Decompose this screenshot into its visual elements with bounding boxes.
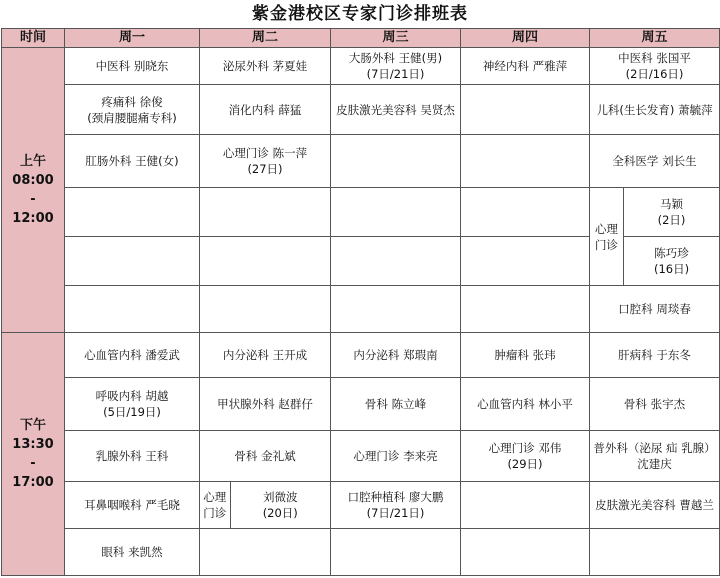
schedule-cell: 普外科（泌尿 疝 乳腺） 沈建庆 — [590, 431, 720, 482]
schedule-cell: 马颖 (2日) — [624, 188, 720, 237]
schedule-cell — [65, 237, 200, 286]
schedule-cell: 肝病科 于东冬 — [590, 333, 720, 378]
schedule-cell: 儿科(生长发育) 萧毓萍 — [590, 85, 720, 135]
schedule-cell: 肿瘤科 张玮 — [461, 333, 590, 378]
header-thursday: 周四 — [461, 29, 590, 48]
schedule-cell: 骨科 陈立峰 — [331, 378, 461, 431]
morning-row-6 — [2, 286, 720, 333]
schedule-cell — [461, 286, 590, 333]
afternoon-row-5 — [2, 529, 720, 576]
afternoon-period-label: 下午 13:30 - 17:00 — [2, 333, 65, 576]
schedule-cell: 心理门诊 陈一萍 (27日) — [200, 135, 331, 188]
schedule-cell — [331, 135, 461, 188]
header-time: 时间 — [2, 29, 65, 48]
schedule-cell: 口腔科 周琰春 — [590, 286, 720, 333]
schedule-cell — [200, 188, 331, 237]
schedule-cell: 中医科 别晓东 — [65, 48, 200, 85]
schedule-cell: 耳鼻咽喉科 严毛晓 — [65, 482, 200, 529]
schedule-cell — [461, 482, 590, 529]
schedule-cell — [461, 135, 590, 188]
schedule-cell: 神经内科 严雅萍 — [461, 48, 590, 85]
schedule-cell: 骨科 张宇杰 — [590, 378, 720, 431]
schedule-cell — [461, 529, 590, 576]
morning-period-label: 上午 08:00 - 12:00 — [2, 48, 65, 333]
schedule-cell: 心血管内科 林小平 — [461, 378, 590, 431]
schedule-cell: 泌尿外科 茅夏娃 — [200, 48, 331, 85]
afternoon-row-1 — [2, 333, 720, 378]
morning-row-4 — [2, 188, 720, 237]
schedule-cell — [331, 529, 461, 576]
morning-row-1 — [2, 48, 720, 85]
schedule-cell: 消化内科 薛猛 — [200, 85, 331, 135]
page-title: 紫金港校区专家门诊排班表 — [252, 4, 468, 24]
schedule-cell: 内分泌科 王开成 — [200, 333, 331, 378]
schedule-cell — [331, 237, 461, 286]
schedule-cell: 中医科 张国平 (2日/16日) — [590, 48, 720, 85]
schedule-cell: 甲状腺外科 赵群仔 — [200, 378, 331, 431]
morning-row-2 — [2, 85, 720, 135]
afternoon-row-2 — [2, 378, 720, 431]
schedule-cell: 乳腺外科 王科 — [65, 431, 200, 482]
schedule-cell: 皮肤激光美容科 曹越兰 — [590, 482, 720, 529]
header-tuesday: 周二 — [200, 29, 331, 48]
header-wednesday: 周三 — [331, 29, 461, 48]
schedule-cell: 皮肤激光美容科 吴贤杰 — [331, 85, 461, 135]
schedule-cell: 疼痛科 徐俊 (颈肩腰腿痛专科) — [65, 85, 200, 135]
psychology-clinic-label: 心理 门诊 — [200, 482, 230, 528]
afternoon-row-4 — [2, 482, 720, 529]
split-cell-table — [200, 482, 330, 528]
schedule-cell: 心理门诊 邓伟 (29日) — [461, 431, 590, 482]
schedule-cell — [590, 529, 720, 576]
schedule-cell — [331, 188, 461, 237]
schedule-cell: 陈巧珍 (16日) — [624, 237, 720, 286]
schedule-cell — [331, 286, 461, 333]
schedule-cell: 骨科 金礼斌 — [200, 431, 331, 482]
schedule-cell: 心血管内科 潘爱武 — [65, 333, 200, 378]
schedule-cell — [65, 286, 200, 333]
schedule-cell — [200, 237, 331, 286]
morning-row-3 — [2, 135, 720, 188]
schedule-cell: 内分泌科 郑瑕南 — [331, 333, 461, 378]
schedule-cell: 眼科 来凯然 — [65, 529, 200, 576]
schedule-cell: 刘微波 (20日) — [262, 490, 298, 520]
schedule-cell-split — [200, 482, 331, 529]
schedule-cell — [461, 188, 590, 237]
schedule-cell: 呼吸内科 胡越 (5日/19日) — [65, 378, 200, 431]
schedule-cell: 大肠外科 王健(男) (7日/21日) — [331, 48, 461, 85]
schedule-cell: 肛肠外科 王健(女) — [65, 135, 200, 188]
schedule-cell — [461, 237, 590, 286]
header-monday: 周一 — [65, 29, 200, 48]
psychology-clinic-label: 心理 门诊 — [590, 188, 624, 286]
schedule-cell: 全科医学 刘长生 — [590, 135, 720, 188]
schedule-cell: 口腔种植科 廖大鹏 (7日/21日) — [331, 482, 461, 529]
schedule-cell — [200, 529, 331, 576]
schedule-cell — [200, 286, 331, 333]
schedule-table — [1, 28, 720, 576]
header-row — [2, 29, 720, 48]
schedule-cell: 心理门诊 李来亮 — [331, 431, 461, 482]
header-friday: 周五 — [590, 29, 720, 48]
schedule-cell — [65, 188, 200, 237]
schedule-cell — [461, 85, 590, 135]
afternoon-row-3 — [2, 431, 720, 482]
